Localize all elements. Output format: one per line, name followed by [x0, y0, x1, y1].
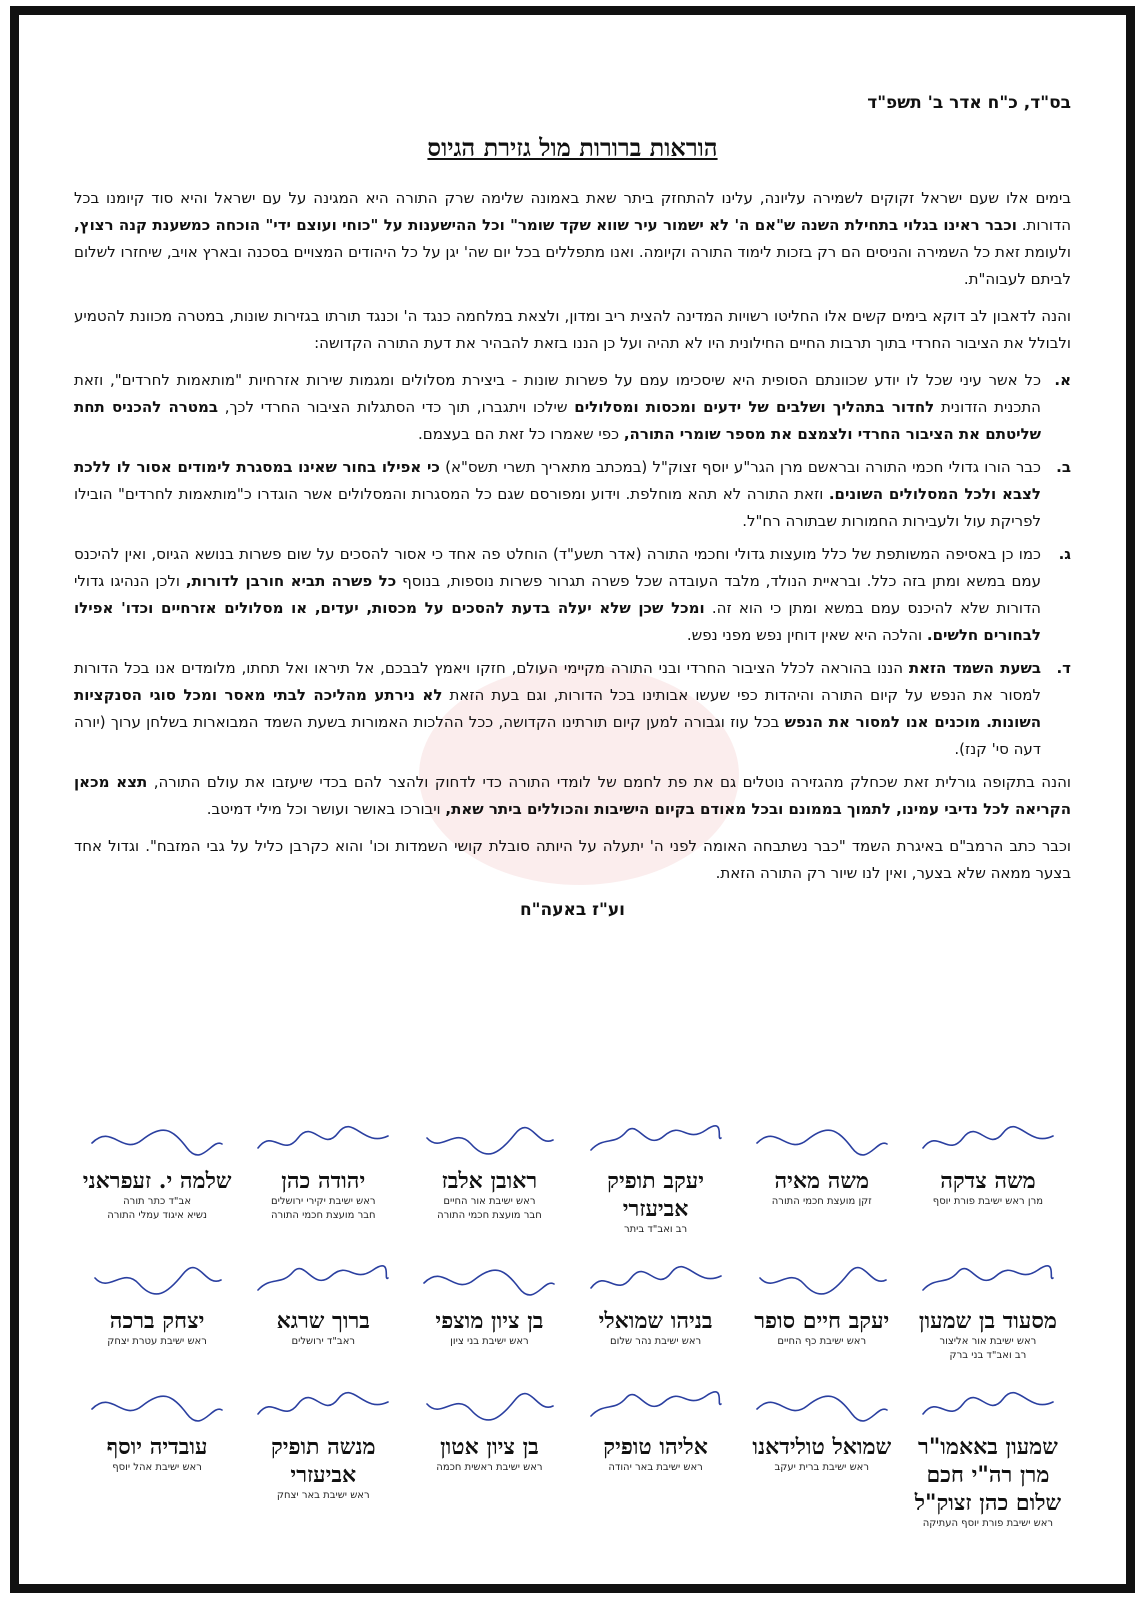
signature-block	[739, 1381, 905, 1531]
list-item-bold-text: כל פשרה תביא חורבן לדורות,	[185, 572, 397, 590]
list-item-bold-text: ומכל שכן שלא יעלה בדעת להסכים על מכסות, יעדים, או מסלולים אזרחיים וכדו' אפילו לבחורים חלשים.	[74, 599, 1041, 644]
handwritten-signature	[406, 1115, 572, 1167]
signatory-title: ראש ישיבת אור החיים	[443, 1196, 536, 1207]
signature-block	[905, 1115, 1071, 1237]
handwritten-signature	[74, 1255, 240, 1307]
signature-block	[406, 1255, 572, 1363]
signatory-title: רב ואב"ד ביתר	[623, 1224, 688, 1235]
document-frame	[10, 6, 1135, 1593]
signatory-name: יעקב תופיק אביעזרי	[607, 1168, 704, 1222]
signature-scribble-icon	[87, 1118, 227, 1164]
signature-block	[74, 1381, 240, 1531]
signature-scribble-icon	[752, 1118, 892, 1164]
document-content	[74, 15, 1071, 1584]
list-item	[74, 541, 1071, 649]
signatory-title: ראב"ד ירושלים	[291, 1336, 356, 1347]
signatory-name: אליהו טופיק	[603, 1434, 708, 1460]
handwritten-signature	[74, 1115, 240, 1167]
signatory-name: משה צדקה	[940, 1168, 1036, 1194]
list-item-text: כפי שאמרו כל זאת הם בעצמם.	[417, 425, 624, 443]
signatory-name: משה מאיה	[774, 1168, 870, 1194]
list-item-text: וזאת התורה לא תהא מוחלפת. וידוע ומפורסם שגם כל המסגרות והמסלולים אשר הוגדרו כ"מותאמות לחרדים" הובילו לפריקת עול ולעבירות החמורות שבתורה רח"ל.	[74, 485, 1041, 530]
list-item-bold-text: כי אפילו בחור שאינו במסגרת לימודים אסור לו ללכת לצבא ולכל המסלולים השונים.	[74, 458, 1041, 503]
signatory-title: ראש ישיבת ראשית חכמה	[436, 1462, 543, 1473]
signatory-title: ראש ישיבת עטרת יצחק	[107, 1336, 207, 1347]
signature-scribble-icon	[586, 1258, 726, 1304]
signature-scribble-icon	[253, 1258, 393, 1304]
signature-block	[240, 1381, 406, 1531]
handwritten-signature	[240, 1255, 406, 1307]
list-item-bold-text: לא נירתע מהליכה לבתי מאסר ומכל סוגי הסנקציות השונות. מוכנים אנו למסור את הנפש	[74, 686, 1042, 731]
signature-block	[573, 1255, 739, 1363]
signatory-name: ברוך שרגא	[276, 1308, 370, 1334]
document-title: הוראות ברורות מול גזירת הגיוס	[427, 133, 718, 162]
signature-scribble-icon	[918, 1118, 1058, 1164]
signatory-name: ראובן אלבז	[441, 1168, 538, 1194]
signatory-name: שמעון באאמו"ר מרן רה"י חכם שלום כהן זצוק"ל	[914, 1434, 1062, 1516]
document-body	[74, 185, 1071, 924]
signatory-name: מנשה תופיק אביעזרי	[270, 1434, 376, 1488]
signatory-title: ראש ישיבת נהר שלום	[610, 1336, 702, 1347]
intro-bold-text: וכבר ראינו בגלוי בתחילת השנה ש"אם ה' לא ישמור עיר שווא שקד שומר" וכל ההישענות על "כוחי ועוצם ידי" הוכחה כמשענת קנה רצוץ,	[74, 216, 1017, 234]
signature-block	[905, 1255, 1071, 1363]
list-item-text: שילכו ויתגברו, תוך כדי הסתגלות הציבור החרדי לכך,	[217, 398, 575, 416]
handwritten-signature	[406, 1381, 572, 1433]
signature-block	[406, 1115, 572, 1237]
signatures-grid	[74, 1115, 1071, 1531]
signature-block	[739, 1115, 905, 1237]
intro-paragraph-2: והנה לדאבון לב דוקא בימים קשים אלו החליטו רשויות המדינה להצית ריב ומדון, ולצאת במלחמה כנגד ה' וכנגד תורתו בגזירות שונות, במטרה מכוונת להטמיע ולבולל את הציבור החרדי בתוך תרבות החיים החילונית היו לא תהיה ועל כן הננו בזאת להבהיר את דעת התורה הקדושה:	[74, 307, 1071, 352]
signatory-name: יצחק ברכה	[109, 1308, 205, 1334]
signatory-title-secondary: רב ואב"ד בני ברק	[949, 1350, 1027, 1361]
signature-block	[406, 1381, 572, 1531]
signatory-title: ראש ישיבת ברית יעקב	[774, 1462, 869, 1473]
handwritten-signature	[240, 1381, 406, 1433]
signature-scribble-icon	[918, 1384, 1058, 1430]
handwritten-signature	[74, 1381, 240, 1433]
signature-block	[74, 1115, 240, 1237]
paragraph-4: וכבר כתב הרמב"ם באיגרת השמד "כבר נשתבחה האומה לפני ה' יתעלה על היותה סובלת קושי השמדות וכו' והוא כקרבן כליל על גבי המזבח". וגדול אחד בצער ממאה שלא בצער, ואין לנו שיור רק התורה הזאת.	[74, 837, 1071, 882]
handwritten-signature	[573, 1115, 739, 1167]
list-item-text: כבר הורו גדולי חכמי התורה ובראשם מרן הגר"ע יוסף זצוק"ל (במכתב מתאריך תשרי תשס"א)	[439, 458, 1041, 476]
list-item	[74, 367, 1071, 448]
signatory-name: שמואל טולידאנו	[752, 1434, 892, 1460]
list-item-text: ולכן הנהיגו גדולי הדורות שלא להיכנס עמם במשא ומתן כי הוא זה.	[74, 572, 1041, 617]
signatory-title: מרן ראש ישיבת פורת יוסף	[932, 1196, 1044, 1207]
signature-block	[739, 1255, 905, 1363]
signatory-title: ראש ישיבת בני ציון	[450, 1336, 529, 1347]
signatory-name: מסעוד בן שמעון	[918, 1308, 1057, 1334]
document-date: בס"ד, כ"ח אדר ב' תשפ"ד	[867, 93, 1071, 113]
signatory-name: עובדיה יוסף	[106, 1434, 208, 1460]
signature-scribble-icon	[419, 1258, 559, 1304]
signature-scribble-icon	[586, 1384, 726, 1430]
list-item-text: הננו בהוראה לכלל הציבור החרדי ובני התורה מקיימי העולם, חזקו ויאמץ לבבכם, אל תיראו ואל תחתו, מלומדים אנו בכל הדורות למסור את הנפש על קיום התורה והיהדות כפי שעשו אבותינו בכל הדורות, וגם בעת הזאת	[74, 659, 1042, 704]
signature-block	[905, 1381, 1071, 1531]
intro-text: בימים אלו שעם ישראל זקוקים לשמירה עליונה, עלינו להתחזק ביתר שאת באמונה שלימה שרק התורה היא המגינה על עם ישראל והיא סוד קיומנו בכל הדורות.	[74, 189, 1071, 234]
handwritten-signature	[905, 1255, 1071, 1307]
instructions-list	[74, 367, 1071, 763]
signatory-title: ראש ישיבת אור אליצור	[939, 1336, 1037, 1347]
list-item	[74, 454, 1071, 535]
paragraph-3-text-end: ויבורכו באושר ועושר וכל מילי דמיטב.	[206, 800, 446, 818]
list-item-marker: ד.	[1056, 659, 1071, 677]
list-item-text: כמו כן באסיפה המשותפת של כלל מועצות גדולי וחכמי התורה (אדר תשע"ד) הוחלט פה אחד כי אסור להסכים על שום פשרות בנושא הגיוס, ואין להיכנס עמם במשא ומתן בזה כלל. ובראיית הנולד, מלבד העובדה שכל פשרה תגרור פשרות נוספות, בנוסף	[74, 545, 1041, 590]
signatory-name: בניהו שמואלי	[598, 1308, 713, 1334]
signatory-name: בן ציון מוצפי	[435, 1308, 544, 1334]
signatory-title: ראש ישיבת יקירי ירושלים	[270, 1196, 376, 1207]
list-item-text: והלכה היא שאין דוחין נפש מפני נפש.	[686, 626, 927, 644]
signature-scribble-icon	[752, 1384, 892, 1430]
handwritten-signature	[739, 1255, 905, 1307]
signatory-title-secondary: נשיא איגוד עמלי התורה	[107, 1210, 207, 1221]
signature-scribble-icon	[87, 1384, 227, 1430]
signature-scribble-icon	[752, 1258, 892, 1304]
signatory-name: יהודה כהן	[281, 1168, 366, 1194]
handwritten-signature	[573, 1255, 739, 1307]
signatory-title: זקן מועצת חכמי התורה	[771, 1196, 872, 1207]
signature-scribble-icon	[419, 1118, 559, 1164]
signature-block	[573, 1115, 739, 1237]
intro-text-end: ולעומת זאת כל השמירה והניסים הם רק בזכות לימוד התורה וקיומה. ואנו מתפללים בכל יום שה' יגן על כל היהודים המצויים בסכנה ובארץ אויב, שיחזרו לשלום לביתם לעבוה"ת.	[74, 243, 1071, 288]
list-item-bold-text: במטרה להכניס תחת שליטתם את הציבור החרדי ולצמצם את מספר שומרי התורה,	[74, 398, 1041, 443]
handwritten-signature	[240, 1115, 406, 1167]
signature-scribble-icon	[253, 1384, 393, 1430]
signatory-name: יעקב חיים סופר	[754, 1308, 890, 1334]
signatory-title: ראש ישיבת אהל יוסף	[112, 1462, 202, 1473]
intro-paragraph-1	[74, 185, 1071, 293]
signatory-title: אב"ד כתר תורה	[123, 1196, 192, 1207]
signatory-title: ראש ישיבת פורת יוסף העתיקה	[922, 1518, 1054, 1529]
paragraph-3-text: והנה בתקופה גורלית זאת שכחלק מהגזירה נוטלים גם את פת לחמם של לומדי התורה כדי לדחוק ולהצר להם בכדי שיעזבו את עולם התורה,	[147, 773, 1071, 791]
handwritten-signature	[905, 1381, 1071, 1433]
list-item-text: בכל עוז וגבורה למען קיום תורתינו הקדושה, ככל ההלכות האמורות בשעת השמד המבוארות בשלחן ערוך (יורה דעה סי' קנז).	[74, 713, 1041, 758]
signatory-title: ראש ישיבת באר יהודה	[608, 1462, 703, 1473]
signature-scribble-icon	[87, 1258, 227, 1304]
list-item-marker: א.	[1054, 371, 1071, 389]
signatory-name: שלמה י. זעפראני	[82, 1168, 232, 1194]
signatory-title-secondary: חבר מועצת חכמי התורה	[437, 1210, 542, 1221]
paragraph-3-bold-text: תצא מכאן הקריאה לכל נדיבי עמינו, לתמוך בממונם ובכל מאודם בקיום הישיבות והכוללים ביתר שאת,	[74, 773, 1071, 818]
handwritten-signature	[739, 1115, 905, 1167]
signature-block	[573, 1381, 739, 1531]
list-item-marker: ג.	[1058, 545, 1071, 563]
signature-scribble-icon	[253, 1118, 393, 1164]
list-item-bold-text: בשעת השמד הזאת	[908, 659, 1041, 677]
signature-scribble-icon	[918, 1258, 1058, 1304]
list-item-marker: ב.	[1056, 458, 1071, 476]
signature-block	[74, 1255, 240, 1363]
handwritten-signature	[573, 1381, 739, 1433]
signatory-title: ראש ישיבת באר יצחק	[276, 1490, 370, 1501]
list-item-text: כל אשר עיני שכל לו יודע שכוונתם הסופית היא שיסכימו עמם על פשרות שונות - ביצירת מסלולים ומגמות שירות אזרחיות "מותאמות לחרדים", וזאת התכנית הזדונית	[74, 371, 1041, 416]
signatory-name: בן ציון אטון	[440, 1434, 539, 1460]
closing-line: וע"ז באעה"ח	[519, 900, 626, 920]
signatory-title: ראש ישיבת כף החיים	[777, 1336, 867, 1347]
handwritten-signature	[739, 1381, 905, 1433]
list-item-bold-text: לחדור בתהליך ושלבים של ידעים ומכסות ומסלולים	[574, 398, 935, 416]
paragraph-3	[74, 769, 1071, 823]
signatory-title-secondary: חבר מועצת חכמי התורה	[270, 1210, 376, 1221]
signature-scribble-icon	[586, 1118, 726, 1164]
handwritten-signature	[406, 1255, 572, 1307]
signature-scribble-icon	[419, 1384, 559, 1430]
signature-block	[240, 1115, 406, 1237]
list-item	[74, 655, 1071, 763]
signature-block	[240, 1255, 406, 1363]
handwritten-signature	[905, 1115, 1071, 1167]
